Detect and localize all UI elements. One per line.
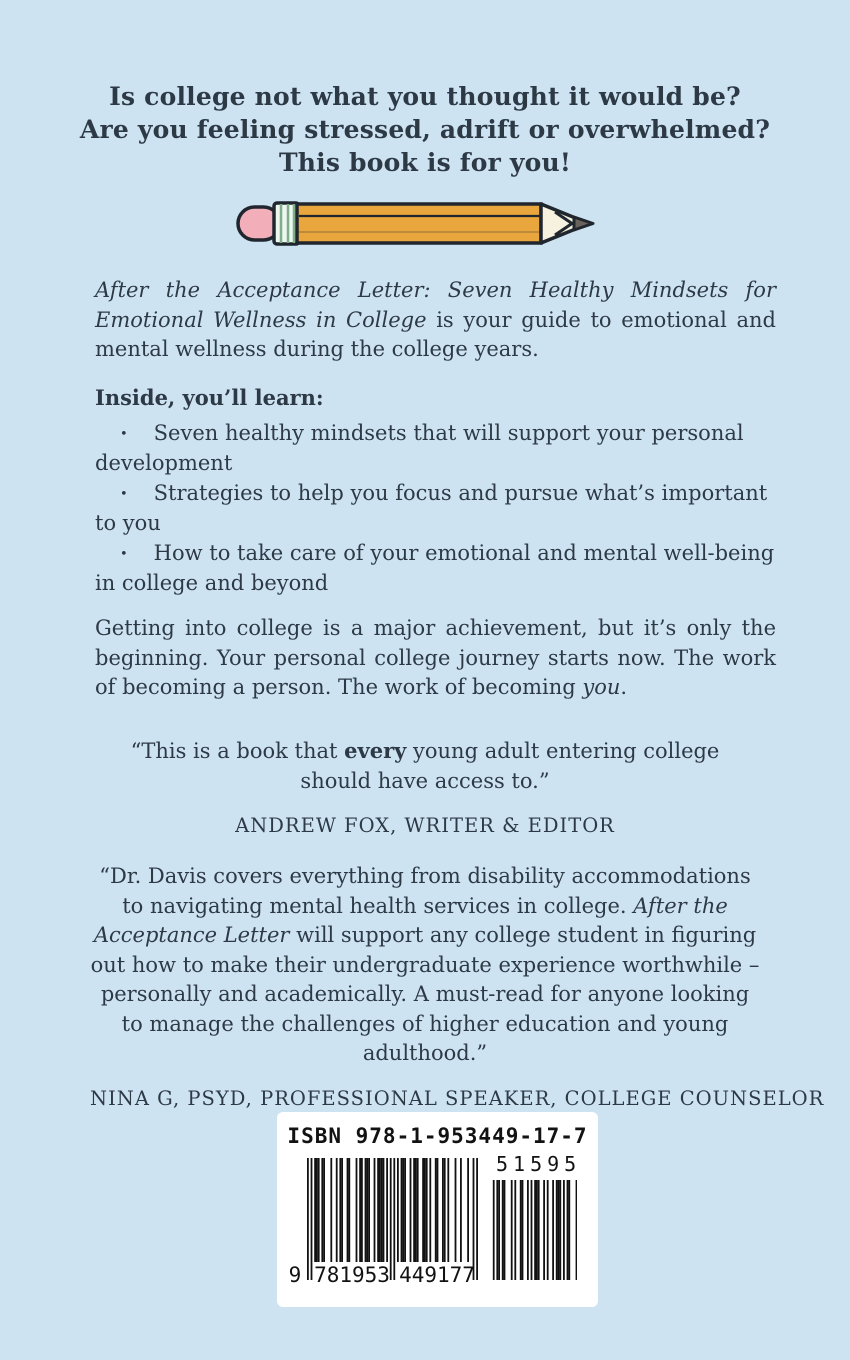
book-title: After the Acceptance Letter: Seven Healthy Mindsets for Emotional Wellness in College [95, 278, 776, 332]
quote-pre: “Dr. Davis covers everything from disability accommodations to navigating mental health services in college. [99, 864, 751, 918]
barcode-digit-group: 449177 [399, 1263, 475, 1287]
quote-book-title: After the Acceptance Letter [93, 893, 728, 947]
list-item-text: How to take care of your emotional and mental well-being in college and beyond [95, 540, 775, 595]
headline [0, 80, 850, 179]
closing-paragraph [95, 614, 776, 703]
supplement-digits: 51595 [496, 1152, 582, 1176]
barcode-digit-group: 9 [288, 1263, 302, 1287]
list-item [95, 539, 776, 599]
list-item [95, 479, 776, 539]
ean5-supplement [491, 1152, 582, 1284]
pencil-illustration [0, 198, 850, 250]
barcode-bars [307, 1158, 478, 1280]
quote-text [95, 736, 755, 796]
barcode-digit-group: 781953 [314, 1263, 390, 1287]
closing-italic-word: you [582, 675, 621, 699]
closing-period: . [620, 675, 628, 699]
bullet-icon: • [120, 486, 128, 502]
supplement-bars [491, 1180, 577, 1280]
quote-pre: “This is a book that [130, 739, 345, 763]
closing-text: Getting into college is a major achievement, but it’s only the beginning. Your personal college journey starts now. The work of becoming a person. The work of becoming [95, 616, 776, 699]
list-item-text: Seven healthy mindsets that will support your personal development [95, 420, 744, 475]
list-item [95, 419, 776, 479]
description-text: is your guide to emotional and mental wellness during the college years. [95, 307, 776, 361]
quote-post: young adult entering college should have access to.” [300, 739, 720, 793]
quote-andrew-fox [95, 736, 755, 841]
quote-post: will support any college student in figuring out how to make their undergraduate experience worthwhile – personally and academically. A must-read for anyone looking to manage the challenges of higher education and young adulthood.” [90, 923, 760, 1065]
quote-attribution: NINA G, PSYD, PROFESSIONAL SPEAKER, COLLEGE COUNSELOR [90, 1086, 825, 1110]
ean13-barcode [288, 1158, 479, 1308]
quote-attribution: ANDREW FOX, WRITER & EDITOR [235, 814, 615, 837]
bullet-icon: • [120, 546, 128, 562]
description-paragraph [95, 276, 776, 365]
learn-section [95, 383, 776, 599]
quote-bold-word: every [344, 738, 407, 763]
bullet-icon: • [120, 426, 128, 442]
headline-line: Are you feeling stressed, adrift or overwhelmed? [79, 115, 771, 144]
headline-line: Is college not what you thought it would be? [109, 82, 741, 111]
isbn-barcode-panel [277, 1112, 598, 1307]
list-item-text: Strategies to help you focus and pursue what’s important to you [95, 480, 768, 535]
headline-line: This book is for you! [278, 148, 572, 177]
isbn-label: ISBN 978-1-953449-17-7 [287, 1124, 588, 1148]
quote-text [90, 862, 760, 1069]
pencil-icon [233, 198, 618, 250]
learn-heading: Inside, you’ll learn: [95, 385, 324, 410]
quote-nina-g [90, 862, 825, 1113]
